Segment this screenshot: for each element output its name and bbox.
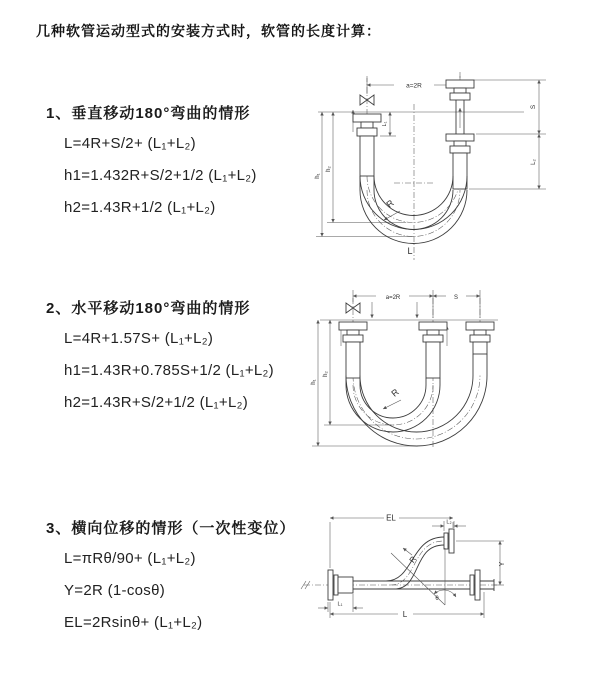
braided-hose-section — [360, 136, 374, 176]
dim-label-l1: L₁ — [337, 601, 343, 608]
length-label: L — [407, 246, 413, 256]
dimension-lines — [316, 76, 546, 237]
dim-label-l1: L₁ — [382, 121, 388, 127]
dim-label-a2r: a=2R — [385, 294, 401, 301]
section-3-heading: 3、横向位移的情形（一次性变位） — [46, 520, 296, 537]
centerlines — [367, 72, 460, 260]
left-flange — [328, 570, 353, 600]
dimension-lines — [318, 518, 504, 618]
formula-line: L=πRθ/90+ (L₁+L₂) — [64, 550, 196, 567]
formula-line: Y=2R (1-cosθ) — [64, 582, 166, 599]
formula-line: L=4R+S/2+ (L₁+L₂) — [64, 135, 196, 152]
formula-line: h2=1.43R+S/2+1/2 (L₁+L₂) — [64, 394, 249, 411]
radius-leader — [403, 548, 412, 555]
braided-hose-section — [426, 342, 440, 378]
braided-hose-section — [346, 342, 360, 378]
dim-label-h2: h₂ — [326, 166, 332, 172]
section-1-formulas — [64, 134, 257, 218]
radius-leader — [383, 400, 401, 409]
section-2-heading: 2、水平移动180°弯曲的情形 — [46, 300, 251, 317]
dim-label-l2: L₂ — [531, 159, 537, 165]
right-pipe — [446, 80, 474, 189]
radius-label: R — [384, 197, 396, 210]
dim-label-h1: h₁ — [311, 379, 317, 385]
left-pipe — [353, 114, 381, 176]
dim-label-s: S — [530, 104, 537, 110]
radius-label: R — [407, 554, 419, 565]
formula-line: EL=2Rsinθ+ (L₁+L₂) — [64, 614, 203, 631]
section-3 — [46, 517, 295, 633]
dim-label-h1: h₁ — [315, 173, 321, 179]
u-bend-hose — [360, 176, 467, 244]
diagram-lateral-displacement — [298, 504, 600, 654]
left-pipe — [339, 322, 367, 378]
page-title: 几种软管运动型式的安装方式时，软管的长度计算： — [36, 23, 381, 39]
dim-label-l2: L₂ — [446, 519, 452, 526]
dim-label-s: S — [453, 294, 459, 301]
dimension-lines — [312, 290, 498, 446]
s-curve-hose-displaced-position — [386, 529, 454, 589]
u-bend-hose — [346, 354, 487, 446]
formula-line: L=4R+1.57S+ (L₁+L₂) — [64, 330, 214, 347]
section-1-heading: 1、垂直移动180°弯曲的情形 — [46, 105, 251, 122]
diagram-horizontal-180-bend — [306, 282, 598, 454]
braided-hose-section — [453, 153, 467, 189]
angle-theta-label: θ — [435, 596, 439, 602]
radius-label: R — [389, 386, 401, 399]
dim-label-el: EL — [386, 513, 396, 523]
dim-label-l: L — [402, 610, 408, 619]
right-pipe — [466, 322, 494, 354]
formula-line: h1=1.432R+S/2+1/2 (L₁+L₂) — [64, 167, 257, 184]
middle-pipe — [419, 322, 447, 378]
section-2-formulas — [64, 329, 274, 413]
diagram-vertical-180-bend — [306, 64, 592, 264]
centerlines — [353, 298, 480, 447]
dim-label-a2r: a=2R — [406, 82, 422, 90]
formula-line: h2=1.43R+1/2 (L₁+L₂) — [64, 199, 216, 216]
dim-label-h2: h₂ — [323, 371, 329, 377]
section-1 — [46, 102, 257, 218]
dim-label-y: Y — [499, 561, 506, 567]
section-2 — [46, 297, 274, 413]
formula-line: h1=1.43R+0.785S+1/2 (L₁+L₂) — [64, 362, 274, 379]
section-3-formulas — [64, 549, 295, 633]
